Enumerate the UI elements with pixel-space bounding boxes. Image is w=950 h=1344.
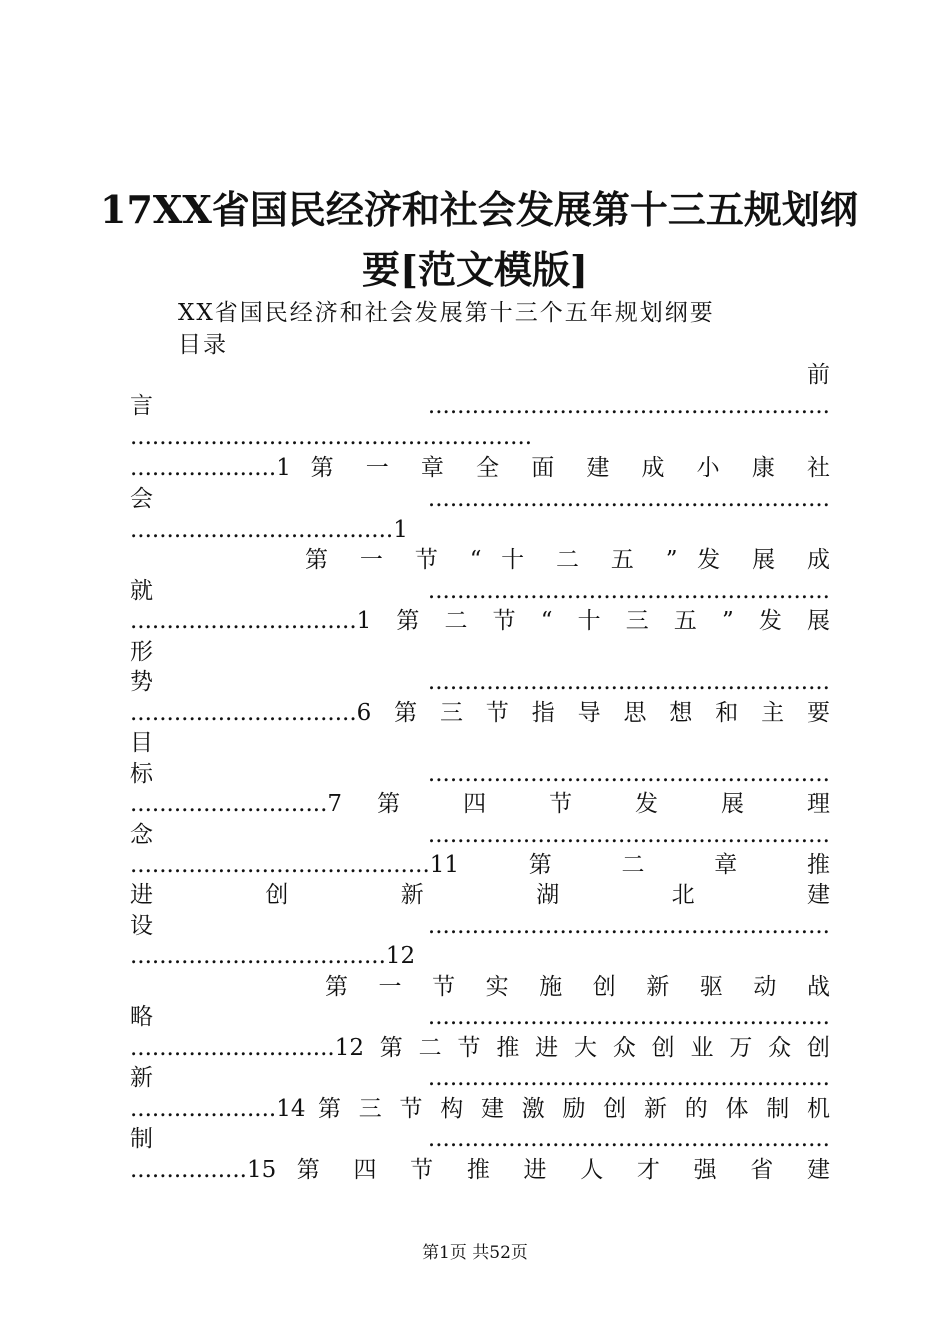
toc-line: ....................................1 <box>130 517 408 543</box>
toc-line: ...............................1第二节“十三五”发展 <box>130 608 830 634</box>
toc-line: 新....................................................... <box>130 1065 830 1091</box>
toc-line: ....................................................... <box>130 424 533 450</box>
toc-line: 设....................................................... <box>130 913 830 939</box>
toc-line: 会....................................................... <box>130 486 830 512</box>
toc-line: ....................1 第 一 章 全 面 建 成 小 康 社 <box>130 455 830 481</box>
toc-line: 言....................................................... <box>130 393 830 419</box>
toc-line: 就....................................................... <box>130 578 830 604</box>
document-title-line-1: 17XX省国民经济和社会发展第十三五规划纲 <box>100 187 858 232</box>
toc-line: 第 一 节 “ 十 二 五 ” 发 展 成 <box>305 547 830 573</box>
toc-line: 前 <box>807 362 830 388</box>
page-footer: 第1页 共52页 <box>422 1243 528 1263</box>
toc-line: 势....................................................... <box>130 669 830 695</box>
toc-heading: 目录 <box>178 332 228 358</box>
document-title-line-2: 要[范文模版] <box>362 247 588 292</box>
toc-line: ....................14 第 三 节 构 建 激 励 创 新 的 体 制 机 <box>130 1096 830 1122</box>
toc-line: 略....................................................... <box>130 1004 830 1030</box>
document-subtitle: XX省国民经济和社会发展第十三个五年规划纲要 <box>178 300 715 326</box>
toc-line: 目 <box>130 730 153 756</box>
toc-line: ...................................12 <box>130 943 416 969</box>
toc-line: .........................................11第二章推 <box>130 852 830 878</box>
toc-line: 标....................................................... <box>130 761 830 787</box>
toc-line: ............................12第二节推进大众创业万众创 <box>130 1035 830 1061</box>
toc-line: 进 创 新 湖 北 建 <box>130 882 830 908</box>
toc-line: 形 <box>130 639 153 665</box>
toc-line: 念....................................................... <box>130 822 830 848</box>
toc-line: 制....................................................... <box>130 1126 830 1152</box>
toc-line: 第 一 节 实 施 创 新 驱 动 战 <box>325 974 830 1000</box>
toc-line: ................15 第 四 节 推 进 人 才 强 省 建 <box>130 1157 830 1183</box>
toc-line: ...............................6第三节指导思想和主要 <box>130 700 830 726</box>
toc-line: ...........................7 第 四 节 发 展 理 <box>130 791 830 817</box>
